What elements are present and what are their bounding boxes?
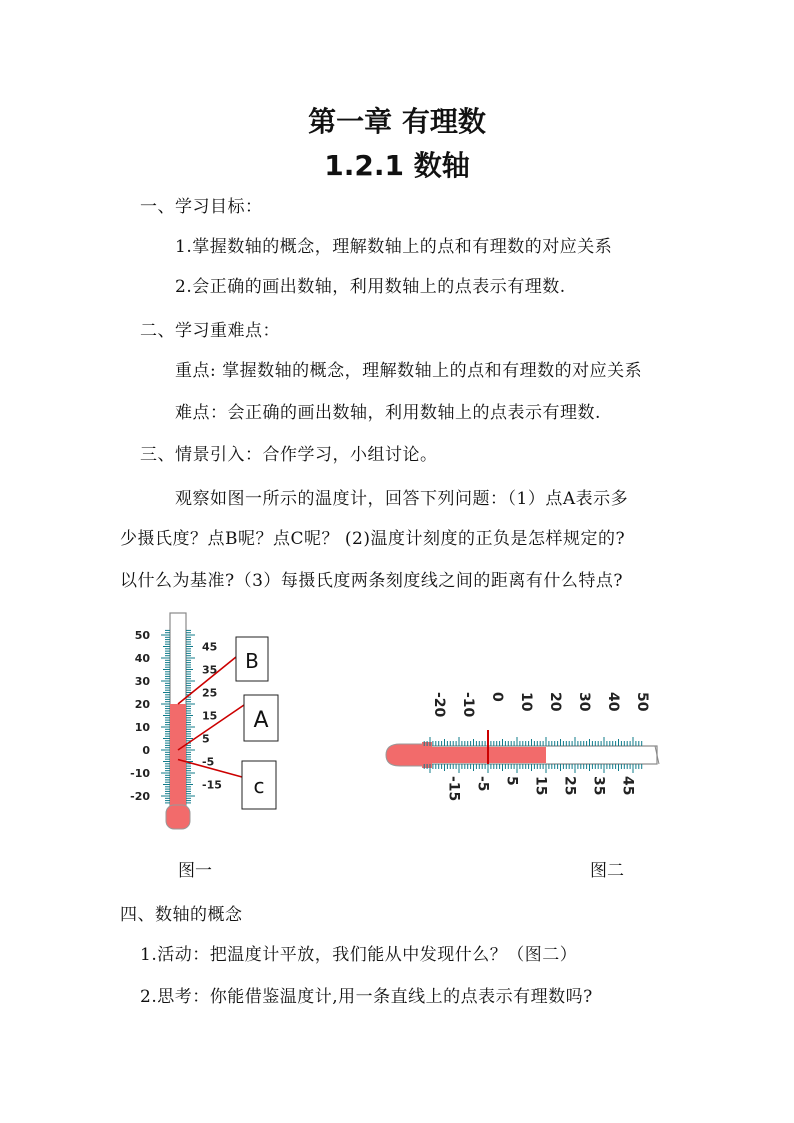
scenario-paragraph-line-2: 少摄氏度？点B呢？点C呢？ (2)温度计刻度的正负是怎样规定的? [120, 529, 626, 549]
scale-label-left: 10 [134, 721, 150, 734]
scale-label-right: 45 [202, 640, 218, 654]
figure2-thermometer [380, 680, 665, 830]
scale-label-top: 10 [518, 692, 534, 712]
difficult-point: 难点：会正确的画出数轴，利用数轴上的点表示有理数. [175, 403, 601, 423]
scale-label-right: 25 [202, 686, 218, 700]
scale-label-top: -20 [431, 692, 447, 718]
scale-label-bottom: -15 [445, 776, 462, 802]
scale-label-left: -20 [130, 790, 150, 803]
goal-item-1: 1.掌握数轴的概念，理解数轴上的点和有理数的对应关系 [175, 237, 613, 257]
scale-label-top: 50 [634, 692, 650, 712]
mercury-column-horizontal [425, 747, 546, 763]
scenario-paragraph-line-1: 观察如图一所示的温度计，回答下列问题：（1）点A表示多 [175, 489, 629, 509]
scale-label-bottom: 5 [503, 776, 520, 786]
scale-label-left: 0 [142, 744, 150, 757]
scale-label-top: 40 [605, 692, 621, 712]
scale-label-right: 15 [202, 709, 218, 723]
callout-label-a: A [253, 708, 269, 733]
scale-label-top: 0 [489, 692, 505, 702]
section-title: 1.2.1 数轴 [324, 149, 470, 182]
key-point: 重点: 掌握数轴的概念，理解数轴上的点和有理数的对应关系 [175, 361, 643, 381]
scale-label-bottom: 35 [590, 776, 607, 796]
scale-label-left: -10 [130, 767, 150, 780]
heading-scenario: 三、情景引入：合作学习，小组讨论。 [140, 445, 438, 465]
activity-item: 1.活动：把温度计平放，我们能从中发现什么？（图二） [140, 945, 578, 965]
thermometer-bulb-horizontal [386, 744, 426, 766]
scale-label-top: -10 [460, 692, 476, 718]
heading-learning-goals: 一、学习目标： [140, 197, 263, 217]
figure1-thermometer [120, 605, 320, 840]
thinking-item: 2.思考：你能借鉴温度计,用一条直线上的点表示有理数吗? [140, 987, 593, 1007]
callout-label-c: c [253, 774, 265, 798]
scale-label-top: 20 [547, 692, 563, 712]
scale-label-bottom: 45 [619, 776, 636, 796]
scale-label-right: 35 [202, 663, 218, 677]
heading-number-line-concept: 四、数轴的概念 [120, 905, 243, 925]
scale-label-top: 30 [576, 692, 592, 712]
scale-label-bottom: -5 [474, 776, 491, 792]
scenario-paragraph-line-3: 以什么为基准?（3）每摄氏度两条刻度线之间的距离有什么特点? [120, 571, 624, 591]
scale-label-right: 5 [202, 732, 210, 746]
scale-label-bottom: 25 [561, 776, 578, 796]
callout-label-b: B [245, 649, 259, 673]
figure2-caption: 图二 [590, 861, 624, 881]
mercury-column [170, 704, 186, 813]
scale-label-left: 40 [134, 652, 150, 665]
thermometer-bulb [166, 805, 190, 829]
chapter-title: 第一章 有理数 [308, 105, 486, 138]
scale-label-bottom: 15 [532, 776, 549, 796]
scale-label-right: -5 [202, 755, 215, 769]
goal-item-2: 2.会正确的画出数轴，利用数轴上的点表示有理数. [175, 277, 566, 297]
scale-label-right: -15 [202, 778, 222, 792]
scale-label-left: 50 [134, 629, 150, 642]
scale-label-left: 30 [134, 675, 150, 688]
scale-label-left: 20 [134, 698, 150, 711]
heading-key-points: 二、学习重难点： [140, 321, 280, 341]
figure1-caption: 图一 [178, 861, 212, 881]
